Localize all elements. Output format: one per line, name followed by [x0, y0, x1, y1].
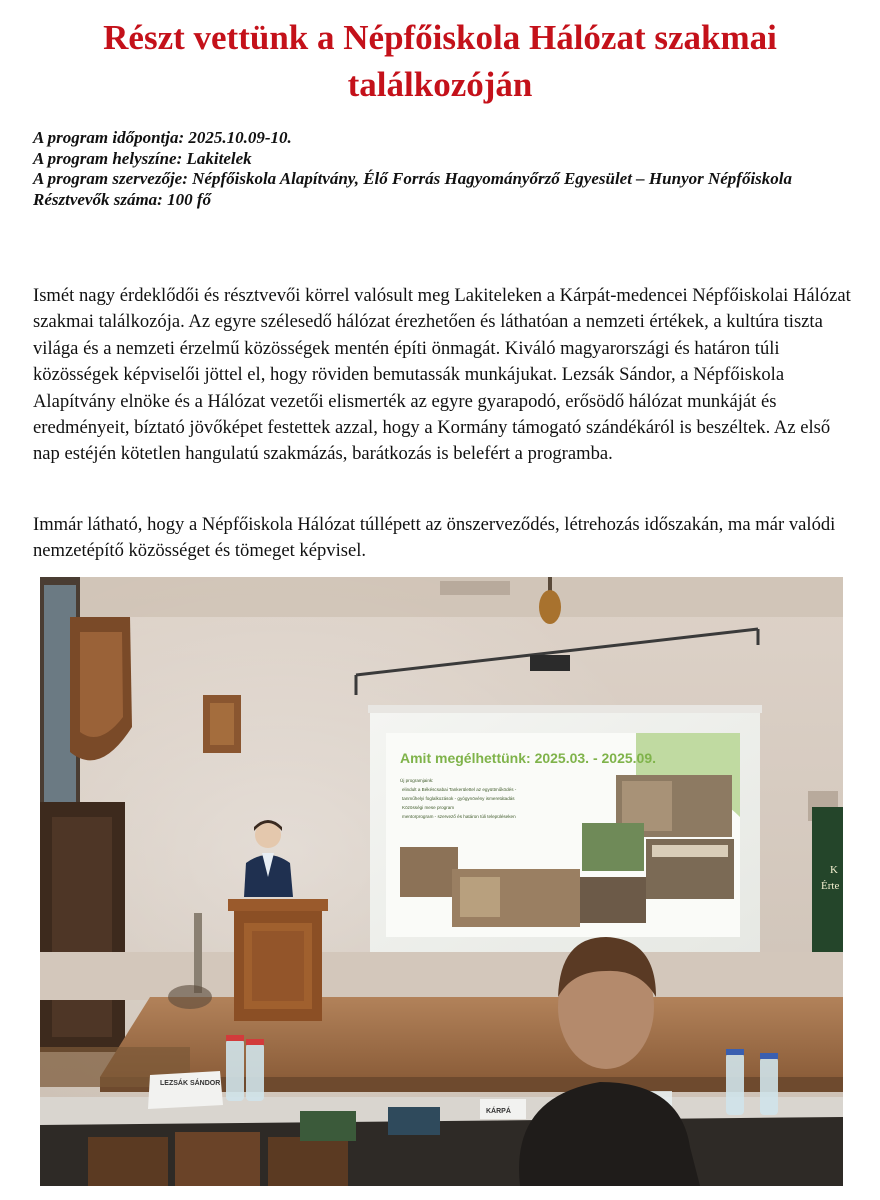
program-location: A program helyszíne: Lakitelek	[33, 148, 252, 168]
article-paragraph: Ismét nagy érdeklődői és résztvevői körrel valósult meg Lakiteleken a Kárpát-medencei Népfőiskolai Hálózat szakmai találkozója. Az egyre szélesedő hálózat érezhetően és láthatóan a nemzeti értékek, a kultúra tiszta világa és a nemzeti érzelmű közösségek mentén építi önmagát. Kiváló magyarországi és határon túli közösségek képviselői jöttel el, hogy röviden bemutassák munkájukat. Lezsák Sándor, a Népfőiskola Alapítvány elnöke és a Hálózat vezetői elismerték az egyre gyarapodó, erősödő hálózat munkáját és eredményeit, bíztató jövőképet festettek azzal, hogy a Kormány támogató szándékáról is beszéltek. Az első nap estéjén kötetlen hangulatú szakmázás, barátkozás is belefért a programba.	[33, 285, 851, 465]
slide-line: Új programjaink:	[400, 778, 434, 783]
program-organizer: A program szervezője: Népfőiskola Alapítvány, Élő Forrás Hagyományőrző Egyesület – Hunyor Népfőiskola	[33, 169, 793, 188]
presentation-slide	[386, 733, 740, 937]
article-title: Részt vettünk a Népfőiskola Hálózat szakmai találkozóján	[103, 18, 777, 104]
banner-text: K	[830, 864, 838, 876]
name-card-text: KÁRPÁ	[486, 1108, 511, 1115]
slide-title: Amit megélhettünk: 2025.03. - 2025.09.	[400, 750, 656, 766]
event-photo	[40, 577, 843, 1186]
slide-line: Közösségi mese program	[402, 805, 455, 810]
slide-line: elindult a Békéscsabai Tankerülettel az együttműködés -	[402, 787, 517, 792]
banner-text: Érte	[821, 880, 840, 892]
slide-line: mentorprogram - szervező és határon túli településeken	[402, 814, 516, 819]
projector	[530, 655, 570, 671]
participant-count: Résztvevők száma: 100 fő	[33, 189, 212, 209]
name-card	[480, 1099, 526, 1119]
lectern	[228, 899, 328, 1021]
program-date: A program időpontja: 2025.10.09-10.	[33, 128, 292, 147]
hanging-lamp	[539, 590, 561, 624]
name-card-text: LEZSÁK SÁNDOR	[160, 1080, 221, 1087]
article-paragraph: Immár látható, hogy a Népfőiskola Hálózat túllépett az önszerveződés, létrehozás időszakán, ma már valódi nemzetépítő közösséget és tömeget képvisel.	[33, 514, 836, 562]
slide-thumbnail	[400, 847, 458, 897]
name-card	[148, 1071, 223, 1109]
slide-thumbnail	[582, 823, 644, 871]
slide-line: tanműhelyi foglalkozások - gyógynövény ismeretátadás	[402, 796, 515, 801]
program-details	[33, 128, 851, 210]
slide-thumbnail	[580, 877, 646, 923]
